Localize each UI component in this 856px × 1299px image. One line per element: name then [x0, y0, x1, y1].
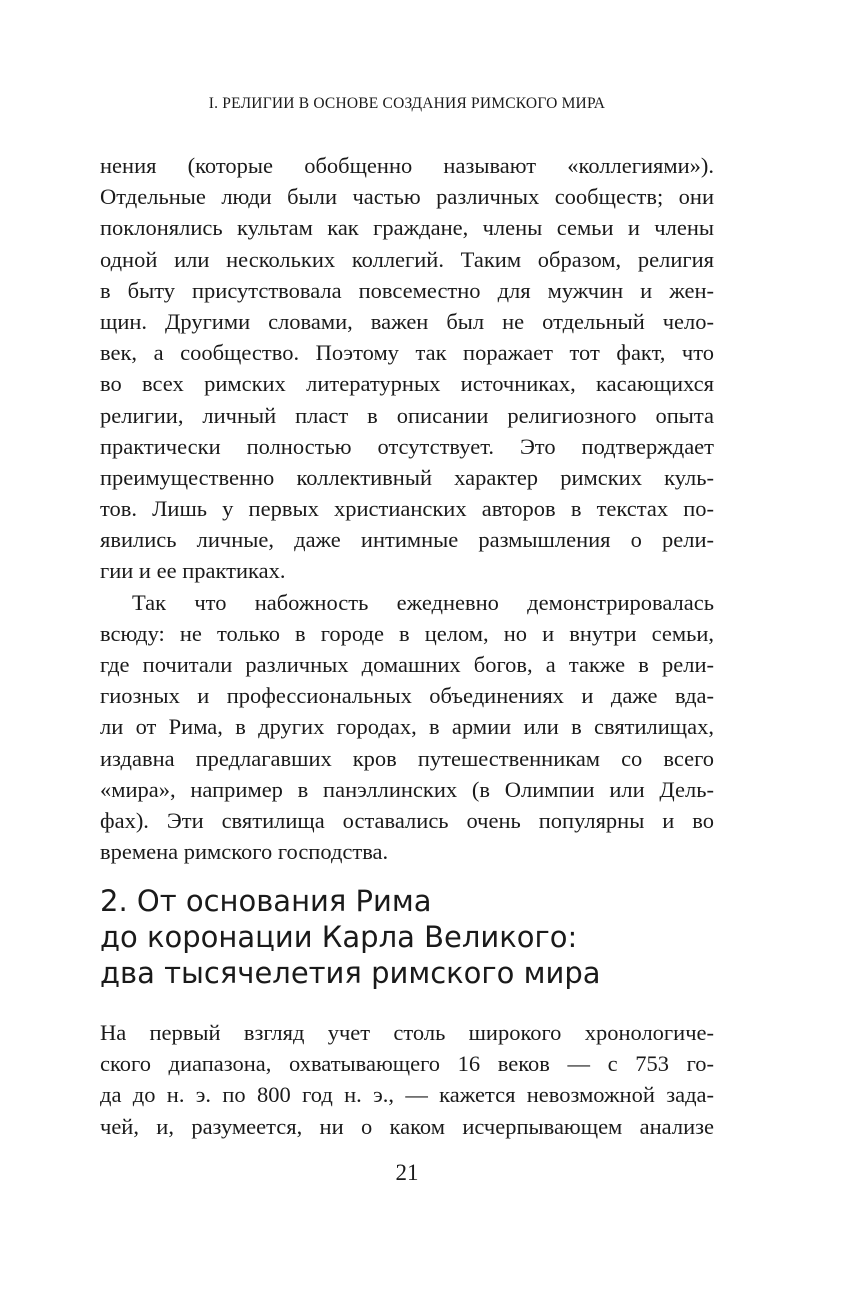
heading-line: 2. От основания Рима — [100, 884, 432, 918]
text-line: преимущественно коллективный характер римских куль- — [100, 464, 714, 490]
text-line: издавна предлагавших кров путешественникам со всего — [100, 745, 714, 771]
text-line: во всех римских литературных источниках, касающихся — [100, 371, 714, 397]
text-line: «мира», например в панэллинских (в Олимпии или Дель- — [100, 776, 714, 802]
text-line: фах). Эти святилища оставались очень популярны и во — [100, 807, 714, 833]
text-line: где почитали различных домашних богов, а также в рели- — [100, 652, 714, 677]
paragraph — [100, 150, 714, 587]
text-line: ского диапазона, охватывающего 16 веков — с 753 го- — [100, 1051, 714, 1077]
text-line: тов. Лишь у первых христианских авторов в текстах по- — [100, 496, 714, 522]
text-line: Отдельные люди были частью различных сообществ; они — [100, 184, 714, 210]
text-line: На первый взгляд учет столь широкого хронологиче- — [100, 1020, 714, 1045]
running-head: I. РЕЛИГИИ В ОСНОВЕ СОЗДАНИЯ РИМСКОГО МИРА — [208, 95, 606, 112]
paragraph — [100, 1017, 714, 1142]
text-line: щин. Другими словами, важен был не отдельный чело- — [100, 308, 714, 334]
text-line: Так что набожность ежедневно демонстрировалась — [132, 589, 714, 615]
text-line: времена римского господства. — [100, 839, 389, 865]
text-line: гиозных и профессиональных объединениях и даже вда- — [100, 683, 714, 709]
text-line: одной или нескольких коллегий. Таким образом, религия — [100, 246, 714, 272]
text-line: религии, личный пласт в описании религиозного опыта — [100, 402, 714, 428]
text-line: ли от Рима, в других городах, в армии или в святилищах, — [100, 714, 714, 740]
text-line: явились личные, даже интимные размышления о рели- — [100, 527, 714, 553]
page-number: 21 — [395, 1160, 419, 1185]
heading-line: два тысячелетия римского мира — [100, 956, 601, 990]
text-line: гии и ее практиках. — [100, 558, 286, 584]
body-text-bottom — [100, 1017, 714, 1142]
heading-line: до коронации Карла Великого: — [100, 920, 578, 954]
text-line: да до н. э. по 800 год н. э., — кажется невозможной зада- — [100, 1082, 714, 1108]
text-line: век, а сообщество. Поэтому так поражает тот факт, что — [100, 340, 714, 366]
text-line: всюду: не только в городе в целом, но и внутри семьи, — [100, 620, 714, 646]
text-line: практически полностью отсутствует. Это подтверждает — [100, 433, 714, 459]
body-text-top — [100, 150, 714, 867]
text-line: нения (которые обобщенно называют «коллегиями»). — [100, 153, 714, 178]
text-line: в быту присутствовала повсеместно для мужчин и жен- — [100, 277, 714, 303]
section-heading — [100, 883, 714, 991]
paragraph — [100, 587, 714, 868]
text-line: чей, и, разумеется, ни о каком исчерпывающем анализе — [100, 1113, 714, 1139]
text-line: поклонялись культам как граждане, члены семьи и члены — [100, 215, 714, 241]
